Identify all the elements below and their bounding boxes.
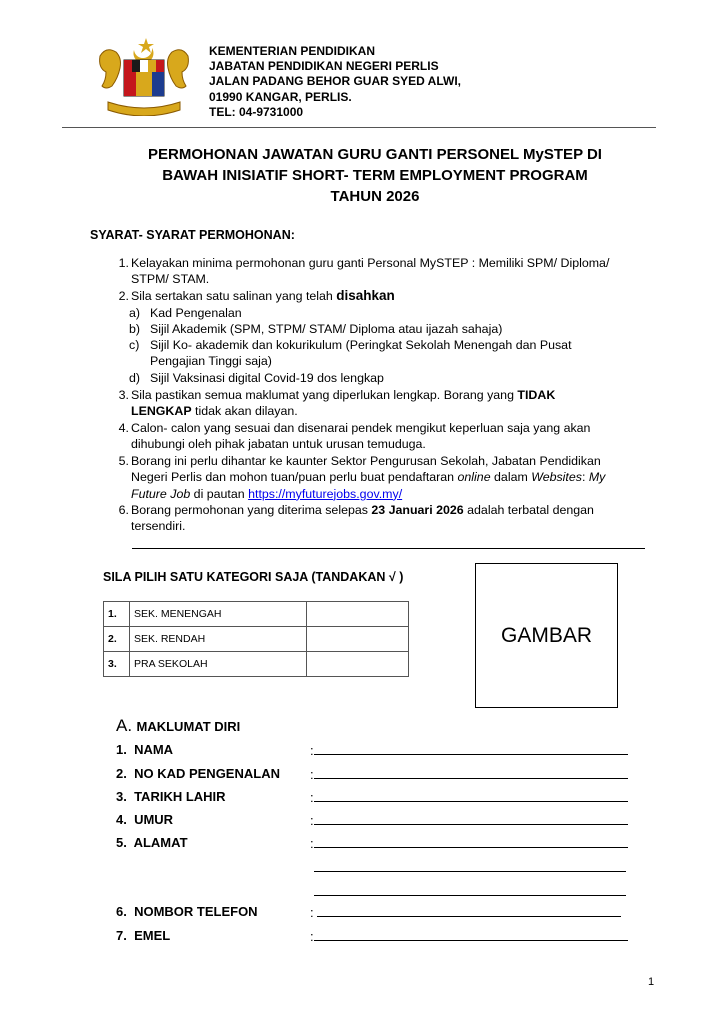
header-ministry: KEMENTERIAN PENDIDIKAN (209, 44, 376, 58)
category-heading: SILA PILIH SATU KATEGORI SAJA (TANDAKAN √ ) (103, 570, 404, 584)
header-address-1: JALAN PADANG BEHOR GUAR SYED ALWI, (209, 74, 462, 89)
requirements-heading: SYARAT- SYARAT PERMOHONAN: (90, 228, 295, 242)
requirements-list (107, 255, 667, 535)
field-nombor-telefon: 6. NOMBOR TELEFON (116, 904, 258, 919)
page-number: 1 (648, 976, 655, 988)
requirement-5: 5. Borang ini perlu dihantar ke kaunter Sektor Pengurusan Sekolah, Jabatan Pendidikan Negeri Perlis dan mohon tuan/puan perlu buat pendaftaran online dalam Websites: My Future Job di pautan https://myfuturejobs.gov.my/ (118, 454, 606, 501)
requirements-divider (132, 548, 645, 549)
category-row[interactable]: 1. SEK. MENENGAH (104, 602, 409, 627)
requirement-2: 2. Sila sertakan satu salinan yang telah disahkan (118, 288, 395, 303)
field-ic-number: 2. NO KAD PENGENALAN (116, 766, 280, 781)
tarikh-lahir-input-line[interactable]: : (310, 789, 628, 805)
requirement-2d: d) Sijil Vaksinasi digital Covid-19 dos lengkap (129, 371, 384, 385)
header-address-2: 01990 KANGAR, PERLIS. (209, 89, 352, 104)
alamat-input-line-1[interactable]: : (310, 835, 628, 851)
agency-header (209, 44, 461, 120)
field-umur: 4. UMUR (116, 812, 174, 827)
header-divider (62, 127, 656, 128)
header-phone: TEL: 04-9731000 (209, 104, 304, 119)
field-tarikh-lahir: 3. TARIKH LAHIR (116, 789, 226, 804)
requirement-2b: b) Sijil Akademik (SPM, STPM/ STAM/ Diploma atau ijazah sahaja) (129, 322, 503, 336)
title-line-3: TAHUN 2026 (330, 188, 420, 205)
title-line-1: PERMOHONAN JAWATAN GURU GANTI PERSONEL MySTEP DI (148, 146, 602, 163)
myfuturejobs-link[interactable]: https://myfuturejobs.gov.my/ (248, 486, 403, 501)
category-checkbox-pra-sekolah[interactable] (307, 652, 409, 677)
requirement-6: 6. Borang permohonan yang diterima selepas 23 Januari 2026 adalah terbatal dengan tersendiri. (118, 503, 594, 534)
requirement-1: 1. Kelayakan minima permohonan guru ganti Personal MySTEP : Memiliki SPM/ Diploma/ STPM/ STAM. (118, 256, 610, 287)
alamat-input-line-2[interactable] (314, 871, 626, 872)
photo-box-label: GAMBAR (500, 623, 592, 647)
category-row[interactable]: 3. PRA SEKOLAH (104, 652, 409, 677)
emel-input-line[interactable]: : (310, 928, 628, 944)
nama-input-line[interactable]: : (310, 742, 628, 758)
alamat-input-line-3[interactable] (314, 895, 626, 896)
field-nama: 1. NAMA (116, 742, 174, 757)
category-checkbox-sek-rendah[interactable] (307, 627, 409, 652)
jata-negara-crest-icon (94, 36, 194, 116)
category-table (103, 601, 409, 677)
requirement-3: 3. Sila pastikan semua maklumat yang diperlukan lengkap. Borang yang TIDAK LENGKAP tidak akan dilayan. (118, 388, 556, 419)
field-emel: 7. EMEL (116, 928, 171, 943)
category-row[interactable]: 2. SEK. RENDAH (104, 627, 409, 652)
umur-input-line[interactable]: : (310, 812, 628, 828)
requirement-2c: c) Sijil Ko- akademik dan kokurikulum (Peringkat Sekolah Menengah dan Pusat Pengajian Tinggi saja) (129, 338, 572, 369)
title-line-2: BAWAH INISIATIF SHORT- TERM EMPLOYMENT PROGRAM (162, 167, 588, 184)
category-checkbox-sek-menengah[interactable] (307, 602, 409, 627)
telefon-input-line[interactable]: : (310, 904, 621, 920)
field-alamat: 5. ALAMAT (116, 835, 188, 850)
ic-number-input-line[interactable]: : (310, 766, 628, 782)
section-a-heading: A. MAKLUMAT DIRI (116, 716, 241, 735)
requirement-4: 4. Calon- calon yang sesuai dan disenarai pendek mengikut keperluan saja yang akan dihubungi oleh pihak jabatan untuk urusan temuduga. (118, 421, 591, 452)
header-department: JABATAN PENDIDIKAN NEGERI PERLIS (209, 59, 439, 74)
requirement-2a: a) Kad Pengenalan (129, 306, 242, 320)
photo-box[interactable] (475, 563, 618, 708)
document-title (60, 144, 690, 207)
